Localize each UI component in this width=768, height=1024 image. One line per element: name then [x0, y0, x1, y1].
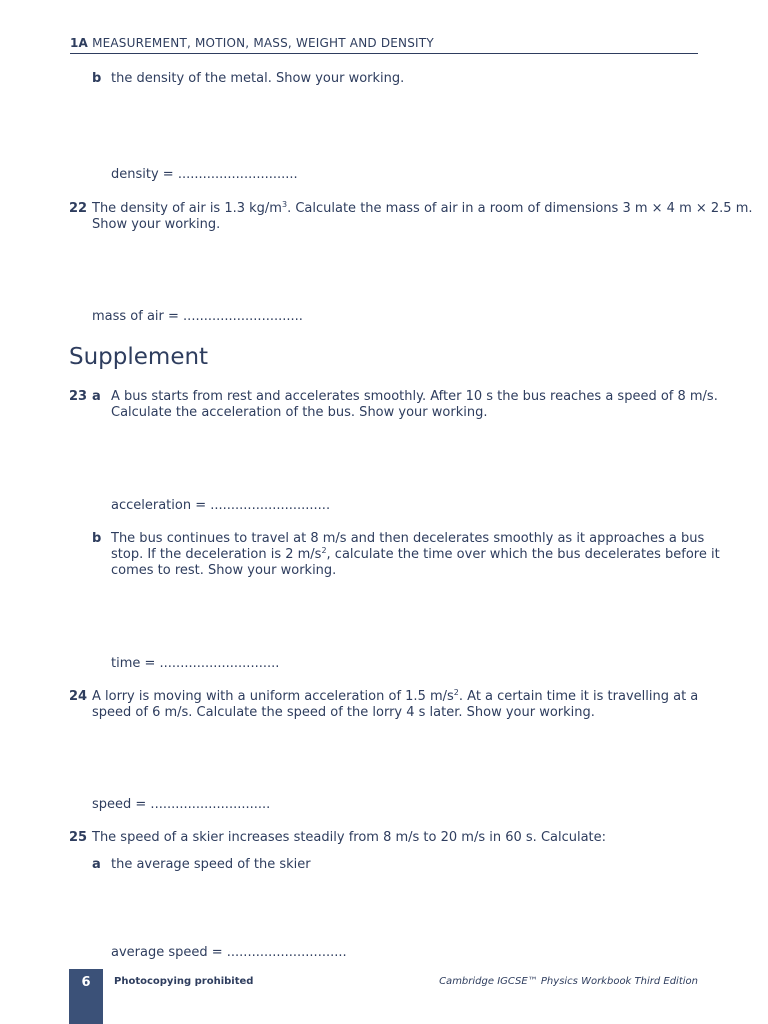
q22-number: 22 [69, 201, 88, 216]
q24-text-2: speed of 6 m/s. Calculate the speed of the lorry 4 s later. Show your working. [92, 705, 595, 720]
q23a-letter: a [92, 389, 101, 404]
footer-copyright-note: Photocopying prohibited [114, 976, 254, 987]
q21b-letter: b [92, 71, 102, 86]
running-header [70, 35, 698, 54]
chapter-title: MEASUREMENT, MOTION, MASS, WEIGHT AND DENSITY [92, 36, 434, 50]
page-number: 6 [81, 975, 91, 990]
q25a-text: the average speed of the skier [111, 857, 311, 872]
q23b-text: The bus continues to travel at 8 m/s and then decelerates smoothly as it approaches a bus [111, 531, 705, 546]
q21b-answer-line: density = ............................. [111, 167, 298, 182]
q22-text-2: Show your working. [92, 217, 221, 232]
footer-book-title: Cambridge IGCSE™ Physics Workbook Third Edition [439, 976, 698, 987]
chapter-code: 1A [70, 36, 89, 50]
q22-answer-line: mass of air = ............................. [92, 309, 303, 324]
supplement-heading: Supplement [69, 344, 209, 370]
q23a-answer-line: acceleration = ............................. [111, 498, 331, 513]
q24-answer-line: speed = ............................. [92, 797, 271, 812]
q24-number: 24 [69, 689, 88, 704]
q21b-text: the density of the metal. Show your working. [111, 71, 405, 86]
q25a-answer-line: average speed = ............................. [111, 945, 347, 960]
q23b-letter: b [92, 531, 102, 546]
q23b-text-3: comes to rest. Show your working. [111, 563, 337, 578]
q22-text: The density of air is 1.3 $kg/m^3$. Calculate the mass of air in a room of dimensions 3 m × 4 m × 2.5 m. [92, 200, 753, 216]
q25-number: 25 [69, 830, 88, 845]
q23a-text-2: Calculate the acceleration of the bus. Show your working. [111, 405, 488, 420]
q23b-answer-line: time = ............................. [111, 656, 280, 671]
q23a-text: A bus starts from rest and accelerates smoothly. After 10 s the bus reaches a speed of 8 m/s. [111, 389, 718, 404]
q25-text: The speed of a skier increases steadily from 8 m/s to 20 m/s in 60 s. Calculate: [92, 830, 607, 845]
q25a-letter: a [92, 857, 101, 872]
q23-number: 23 [69, 389, 88, 404]
q23b-text-2: stop. If the deceleration is 2 $m/s^2$, calculate the time over which the bus decelerates before it [111, 546, 720, 562]
q24-text: A lorry is moving with a uniform acceleration of 1.5 $m/s^2$. At a certain time it is travelling at a [92, 688, 699, 704]
